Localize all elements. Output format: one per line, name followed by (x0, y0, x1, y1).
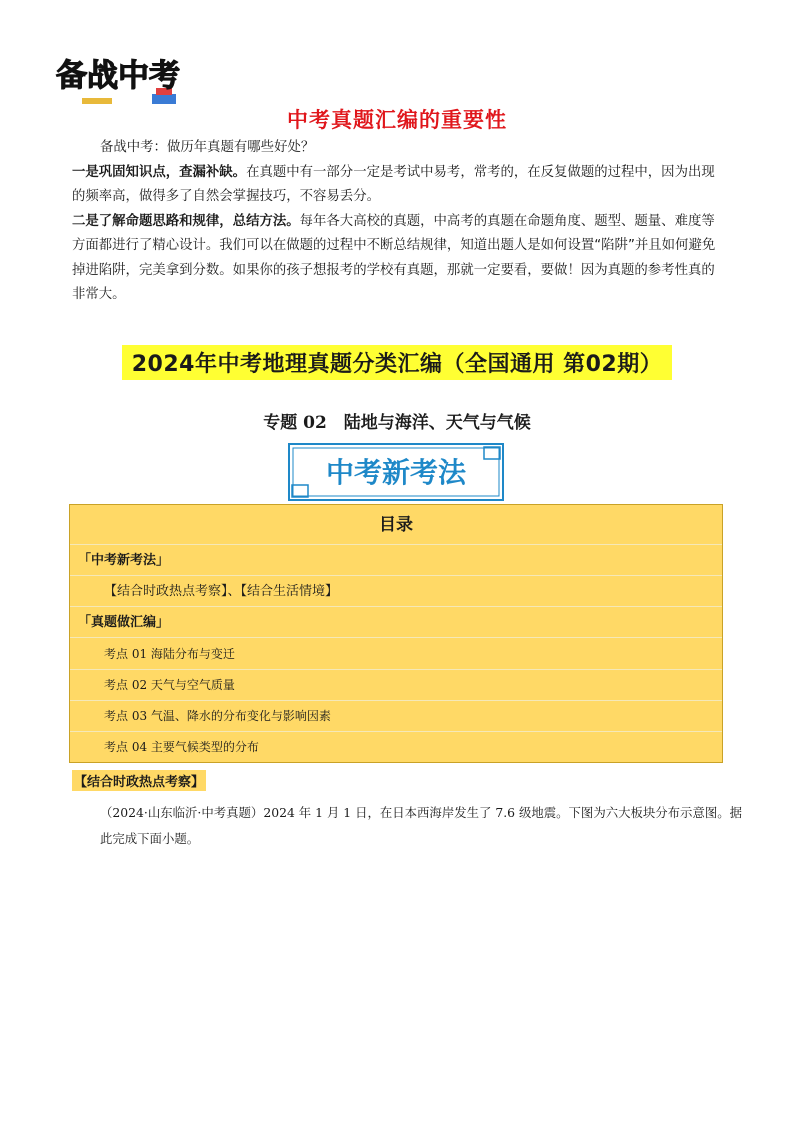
main-title: 中考真题汇编的重要性 (287, 108, 507, 132)
stamp-text: 中考新考法 (325, 456, 467, 489)
intro-section (72, 136, 722, 308)
banner-title: 2024年中考地理真题分类汇编（全国通用 第02期） (122, 345, 673, 380)
intro-line: 备战中考：做历年真题有哪些好处？ (100, 140, 315, 155)
table-of-contents (69, 504, 723, 763)
toc-item-1[interactable]: 考点 01 海陆分布与变迁 (70, 639, 722, 670)
toc-title: 目录 (70, 505, 722, 545)
paragraph-1-text: 在真题中有一部分一定是考试中易考，常考的，在反复做题的过程中，因为出现的频率高，做得多了自然会掌握技巧，不容易丢分。 (72, 164, 715, 204)
intro-paragraph-2 (72, 210, 722, 308)
banner-wrapper (0, 345, 794, 380)
toc-item-2[interactable]: 考点 02 天气与空气质量 (70, 670, 722, 701)
stamp-badge (288, 443, 504, 501)
toc-section-new-methods[interactable]: 「中考新考法」 (70, 545, 722, 576)
toc-item-3[interactable]: 考点 03 气温、降水的分布变化与影响因素 (70, 701, 722, 732)
paragraph-2-text: 每年各大高校的真题，中高考的真题在命题角度、题型、题量、难度等方面都进行了精心设计。我们可以在做题的过程中不断总结规律，知道出题人是如何设置“陷阱”并且如何避免掉进陷阱，完美拿到分数。如果你的孩子想报考的学校有真题，那就一定要看，要做！因为真题的参考性真的非常大。 (72, 213, 716, 302)
logo-text: 备战中考 (56, 58, 180, 94)
logo (52, 48, 212, 110)
paragraph-1-lead: 一是巩固知识点，查漏补缺。 (72, 164, 247, 180)
intro-paragraph-1 (72, 161, 722, 210)
paragraph-2-lead: 二是了解命题思路和规律，总结方法。 (72, 213, 300, 229)
question-text: （2024·山东临沂·中考真题）2024 年 1 月 1 日，在日本西海岸发生了 7.6 级地震。下图为六大板块分布示意图。据此完成下面小题。 (100, 805, 743, 846)
toc-item-4[interactable]: 考点 04 主要气候类型的分布 (104, 740, 259, 754)
topic-subtitle: 专题 02 陆地与海洋、天气与气候 (263, 413, 531, 433)
section-tag: 【结合时政热点考察】 (72, 770, 206, 791)
toc-section-real-exams[interactable]: 「真题做汇编」 (70, 607, 722, 638)
toc-subsection[interactable]: 【结合时政热点考察】、【结合生活情境】 (70, 576, 722, 607)
